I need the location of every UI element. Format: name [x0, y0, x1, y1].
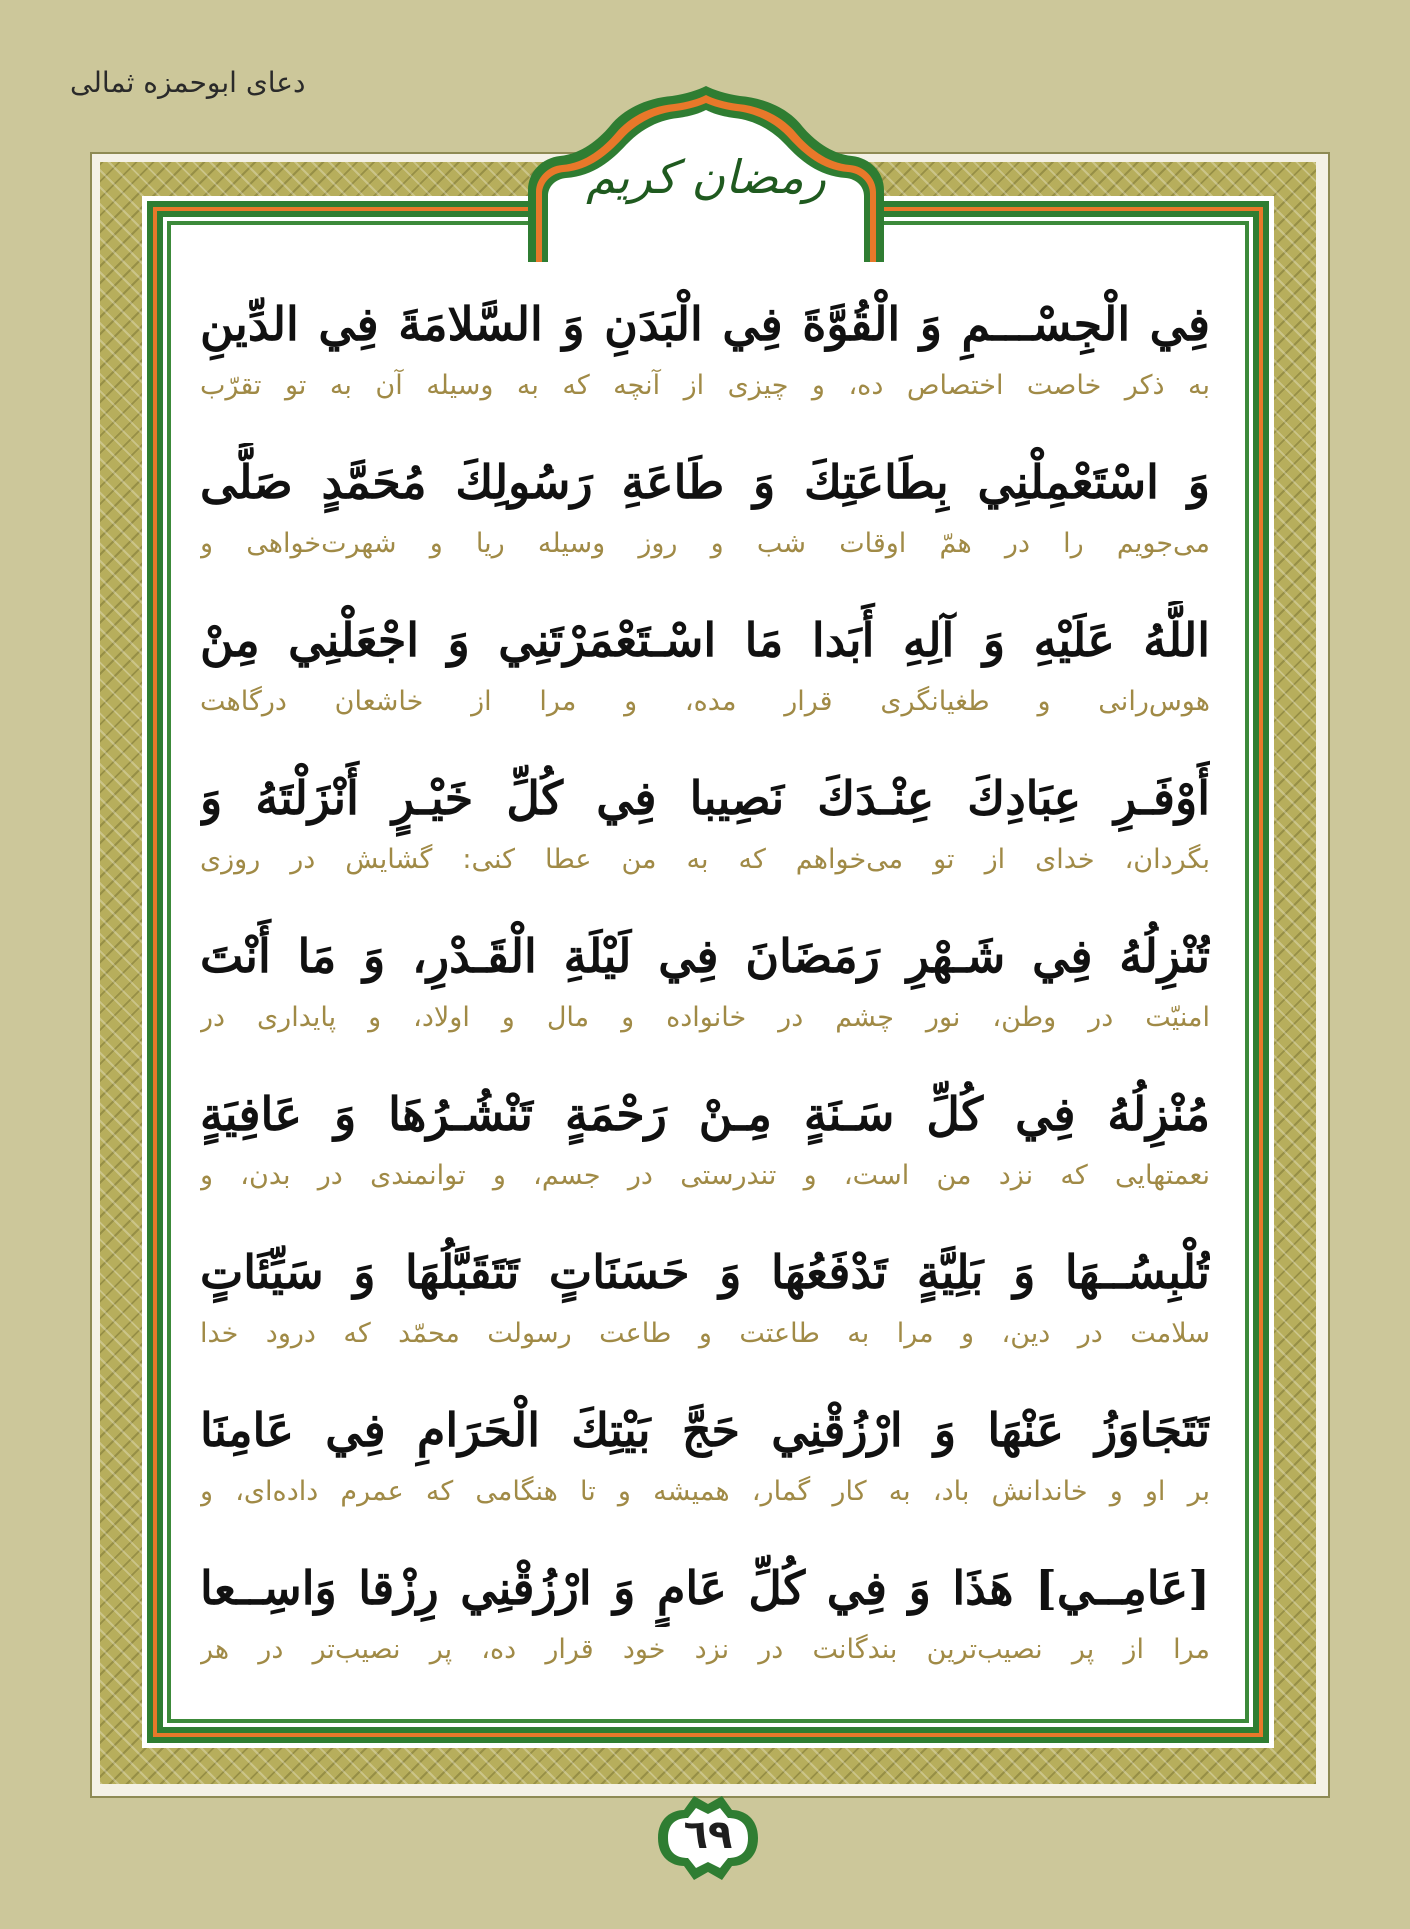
prayer-text: [200, 285, 1210, 1707]
arabic-line: تُلْبِسُــهَا وَ بَلِيَّةٍ تَدْفَعُهَا وَ حَسَنَاتٍ تَتَقَبَّلُهَا وَ سَيِّئَاتٍ: [200, 1245, 1210, 1299]
arabic-line: [عَامِــي] هَذَا وَ فِي كُلِّ عَامٍ وَ ارْزُقْنِي رِزْقا وَاسِــعا: [200, 1561, 1210, 1615]
book-title: دعای ابوحمزه ثمالی: [70, 66, 306, 99]
page-number: ٦٩: [683, 1812, 733, 1858]
persian-translation-line: به ذکر خاصت اختصاص ده، و چیزی از آنچه که به وسیله آن به تو تقرّب: [200, 370, 1210, 401]
persian-translation-line: بر او و خاندانش باد، به کار گمار، همیشه و تا هنگامی که عمرم داده‌ای، و: [200, 1476, 1210, 1507]
persian-translation-line: سلامت در دین، و مرا به طاعتت و طاعت رسولت محمّد که درود خدا: [200, 1318, 1210, 1349]
persian-translation-line: امنیّت در وطن، نور چشم در خانواده و مال و اولاد، و پایداری در: [200, 1002, 1210, 1033]
arabic-line: اللَّهُ عَلَيْهِ وَ آلِهِ أَبَدا مَا اسْـتَعْمَرْتَنِي وَ اجْعَلْنِي مِنْ: [200, 613, 1210, 667]
persian-translation-line: نعمتهایی که نزد من است، و تندرستی در جسم، و توانمندی در بدن، و: [200, 1160, 1210, 1191]
arabic-line: مُنْزِلُهُ فِي كُلِّ سَـنَةٍ مِـنْ رَحْمَةٍ تَنْشُـرُهَا وَ عَافِيَةٍ: [200, 1087, 1210, 1141]
arabic-line: فِي الْجِسْـــمِ وَ الْقُوَّةَ فِي الْبَدَنِ وَ السَّلامَةَ فِي الدِّينِ: [200, 297, 1210, 351]
persian-translation-line: هوس‌رانی و طغیانگری قرار مده، و مرا از خاشعان درگاهت: [200, 686, 1210, 717]
ornament-title: رمضان کریم: [586, 150, 826, 204]
arabic-line: أَوْفَـرِ عِبَادِكَ عِنْـدَكَ نَصِيبا فِي كُلِّ خَيْـرٍ أَنْزَلْتَهُ وَ: [200, 771, 1210, 825]
persian-translation-line: مرا از پر نصیب‌ترین بندگانت در نزد خود قرار ده، پر نصیب‌تر در هر: [200, 1634, 1210, 1665]
arabic-line: تُنْزِلُهُ فِي شَـهْرِ رَمَضَانَ فِي لَيْلَةِ الْقَـدْرِ، وَ مَا أَنْتَ: [200, 929, 1210, 983]
arabic-line: تَتَجَاوَزُ عَنْهَا وَ ارْزُقْنِي حَجَّ بَيْتِكَ الْحَرَامِ فِي عَامِنَا: [200, 1403, 1210, 1457]
persian-translation-line: می‌جویم را در همّ اوقات شب و روز وسیله ریا و شهرت‌خواهی و: [200, 528, 1210, 559]
arabic-line: وَ اسْتَعْمِلْنِي بِطَاعَتِكَ وَ طَاعَةِ رَسُولِكَ مُحَمَّدٍ صَلَّى: [200, 455, 1210, 509]
page-number-badge: [628, 1788, 788, 1888]
persian-translation-line: بگردان، خدای از تو می‌خواهم که به من عطا کنی: گشایش در روزی: [200, 844, 1210, 875]
arch-ornament: [520, 86, 892, 262]
